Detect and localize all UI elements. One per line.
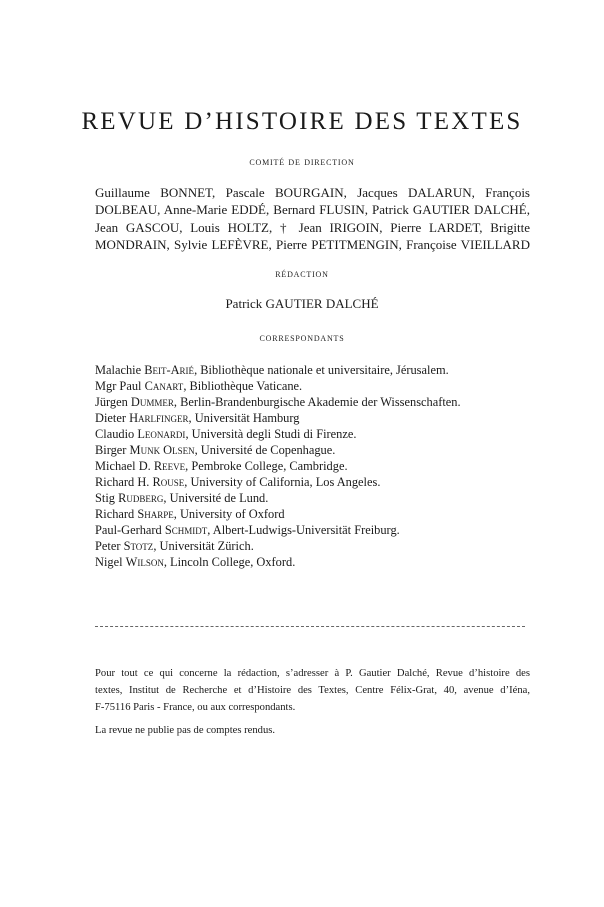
correspondant-entry [95,394,535,410]
correspondant-entry [95,458,535,474]
redaction-heading: rédaction [275,268,329,280]
correspondant-entry [95,362,535,378]
comite-line: Guillaume BONNET, Pascale BOURGAIN, Jacques DALARUN, François [95,185,530,200]
correspondant-affiliation: , Pembroke College, Cambridge. [185,459,348,473]
comite-line: MONDRAIN, Sylvie LEFÈVRE, Pierre PETITMENGIN, Françoise VIEILLARD [95,236,530,252]
correspondants-list [95,362,535,570]
correspondant-entry [95,378,535,394]
correspondant-first-name: Dieter [95,411,126,425]
correspondants-heading: correspondants [259,332,345,344]
correspondant-first-name: Paul-Gerhard [95,523,162,537]
correspondant-affiliation: , Université de Lund. [163,491,269,505]
correspondant-affiliation: , Berlin-Brandenburgische Akademie der Wissenschaften. [173,395,461,409]
dashed-divider [95,626,525,627]
correspondant-affiliation: , Université de Copenhague. [194,443,336,457]
correspondant-first-name: Nigel [95,555,123,569]
notice-line: Pour tout ce qui concerne la rédaction, s’adresser à P. Gautier Dalché, Revue d’histoire des [95,668,530,679]
correspondant-first-name: Richard [95,507,135,521]
correspondant-last-name: Rudberg [118,491,164,505]
correspondant-first-name: Mgr Paul [95,379,142,393]
correspondant-affiliation: , Università degli Studi di Firenze. [185,427,357,441]
notice-line: textes, Institut de Recherche et d’Histoire des Textes, Centre Félix-Grat, 40, avenue d’Iéna, [95,685,530,696]
correspondant-last-name: Rouse [152,475,185,489]
journal-title: REVUE D’HISTOIRE DES TEXTES [81,108,523,135]
correspondant-first-name: Michael D. [95,459,151,473]
correspondant-entry [95,490,535,506]
no-reviews-line: La revue ne publie pas de comptes rendus. [95,725,276,736]
correspondant-entry [95,426,535,442]
correspondant-affiliation: , Universität Zürich. [153,539,254,553]
correspondant-first-name: Birger [95,443,127,457]
correspondant-entry [95,474,535,490]
correspondant-entry [95,506,535,522]
notice-line: F-75116 Paris - France, ou aux correspondants. [95,702,296,713]
comite-line: DOLBEAU, Anne-Marie EDDÉ, Bernard FLUSIN, Patrick GAUTIER DALCHÉ, [95,202,530,218]
correspondant-affiliation: , University of California, Los Angeles. [184,475,381,489]
redaction-name: Patrick GAUTIER DALCHÉ [225,296,379,311]
correspondant-first-name: Peter [95,539,121,553]
correspondant-affiliation: , University of Oxford [173,507,285,521]
correspondant-last-name: Munk Olsen [129,443,195,457]
correspondant-affiliation: , Bibliothèque Vaticane. [183,379,303,393]
comite-members [95,184,530,253]
comite-heading: comité de direction [249,156,355,168]
correspondant-last-name: Beit-Arié [144,363,195,377]
correspondant-entry [95,410,535,426]
correspondant-affiliation: , Bibliothèque nationale et universitaire, Jérusalem. [194,363,449,377]
correspondant-last-name: Wilson [125,555,164,569]
comite-line: Jean GASCOU, Louis HOLTZ, † Jean IRIGOIN, Pierre LARDET, Brigitte [95,219,530,235]
correspondant-first-name: Richard H. [95,475,150,489]
correspondant-entry [95,538,535,554]
correspondant-last-name: Reeve [153,459,186,473]
correspondant-affiliation: , Universität Hamburg [188,411,300,425]
correspondant-first-name: Jürgen [95,395,128,409]
correspondant-last-name: Leonardi [137,427,186,441]
correspondant-first-name: Malachie [95,363,142,377]
correspondant-last-name: Sharpe [137,507,174,521]
correspondant-last-name: Schmidt [164,523,208,537]
correspondant-last-name: Dummer [130,395,174,409]
correspondant-last-name: Stotz [123,539,154,553]
correspondant-entry [95,554,535,570]
correspondant-last-name: Harlfinger [129,411,189,425]
correspondant-affiliation: , Albert-Ludwigs-Universität Freiburg. [207,523,400,537]
correspondant-last-name: Canart [144,379,184,393]
correspondant-entry [95,522,535,538]
correspondant-affiliation: , Lincoln College, Oxford. [163,555,296,569]
correspondant-entry [95,442,535,458]
contact-notice [95,665,530,716]
correspondant-first-name: Stig [95,491,115,505]
correspondant-first-name: Claudio [95,427,135,441]
reviews-notice [95,722,530,739]
